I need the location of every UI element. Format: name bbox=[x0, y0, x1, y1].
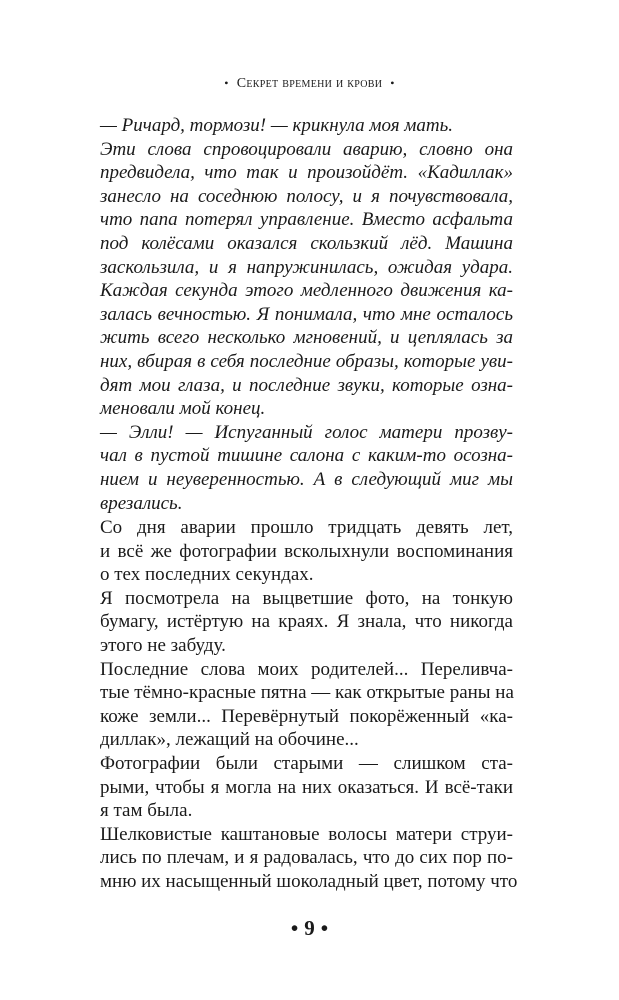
text-line: Последние слова моих родителей... Переливча- bbox=[100, 658, 513, 680]
text-line: рыми, чтобы я могла на них оказаться. И всё-таки bbox=[100, 776, 513, 798]
folio-right-bullet: • bbox=[320, 916, 329, 940]
text-line: заскользила, и я напружинилась, ожидая удара. bbox=[100, 256, 513, 278]
running-head-left-bullet: • bbox=[224, 76, 229, 90]
text-line: я там была. bbox=[100, 800, 193, 822]
text-line: и всё же фотографии всколыхнули воспоминания bbox=[100, 540, 513, 562]
italic-flashback-passage bbox=[100, 114, 513, 515]
folio-left-bullet: • bbox=[290, 916, 299, 940]
page-number bbox=[0, 916, 619, 941]
text-line: Каждая секунда этого медленного движения ка- bbox=[100, 280, 513, 302]
text-line: диллак», лежащий на обочине... bbox=[100, 729, 359, 751]
text-line: мню их насыщенный шоколадный цвет, потому что bbox=[100, 870, 518, 892]
body-text-passage bbox=[100, 516, 518, 894]
running-head-right-bullet: • bbox=[390, 76, 395, 90]
text-line: — Ричард, тормози! — крикнула моя мать. bbox=[100, 115, 454, 136]
text-line: — Элли! — Испуганный голос матери прозву- bbox=[100, 421, 513, 443]
text-line: этого не забуду. bbox=[100, 634, 226, 656]
text-line: врезались. bbox=[100, 492, 183, 514]
text-line: Со дня аварии прошло тридцать девять лет, bbox=[100, 517, 513, 538]
text-line: залась вечностью. Я понимала, что мне осталось bbox=[100, 303, 513, 325]
text-line: под колёсами оказался скользкий лёд. Машина bbox=[100, 232, 513, 254]
text-line: них, вбирая в себя последние образы, которые уви- bbox=[100, 350, 513, 372]
text-line: занесло на соседнюю полосу, и я почувствовала, bbox=[100, 185, 513, 207]
text-line: Эти слова спровоцировали аварию, словно она bbox=[100, 138, 513, 160]
text-line: нием и неуверенностью. А в следующий миг мы bbox=[100, 468, 513, 490]
text-line: бумагу, истёртую на краях. Я знала, что никогда bbox=[100, 611, 513, 633]
text-line: меновали мой конец. bbox=[100, 398, 266, 420]
text-line: предвидела, что так и произойдёт. «Кадиллак» bbox=[100, 162, 513, 184]
text-line: Фотографии были старыми — слишком ста- bbox=[100, 752, 513, 774]
text-line: что папа потерял управление. Вместо асфальта bbox=[100, 209, 513, 231]
running-head bbox=[0, 76, 619, 92]
running-head-title: Секрет времени и крови bbox=[236, 76, 383, 91]
text-line: лись по плечам, и я радовалась, что до сих пор по- bbox=[100, 847, 513, 869]
text-line: Я посмотрела на выцветшие фото, на тонкую bbox=[100, 587, 513, 609]
text-line: дят мои глаза, и последние звуки, которые озна- bbox=[100, 374, 513, 396]
text-line: коже земли... Перевёрнутый покорёженный «ка- bbox=[100, 705, 513, 727]
text-line: чал в пустой тишине салона с каким-то осозна- bbox=[100, 445, 513, 467]
text-line: о тех последних секундах. bbox=[100, 564, 314, 586]
folio-number: 9 bbox=[304, 916, 315, 940]
text-line: Шелковистые каштановые волосы матери струи- bbox=[100, 823, 513, 845]
text-line: жить всего несколько мгновений, и цеплялась за bbox=[100, 327, 513, 349]
text-line: тые тёмно-красные пятна — как открытые раны на bbox=[100, 682, 514, 704]
